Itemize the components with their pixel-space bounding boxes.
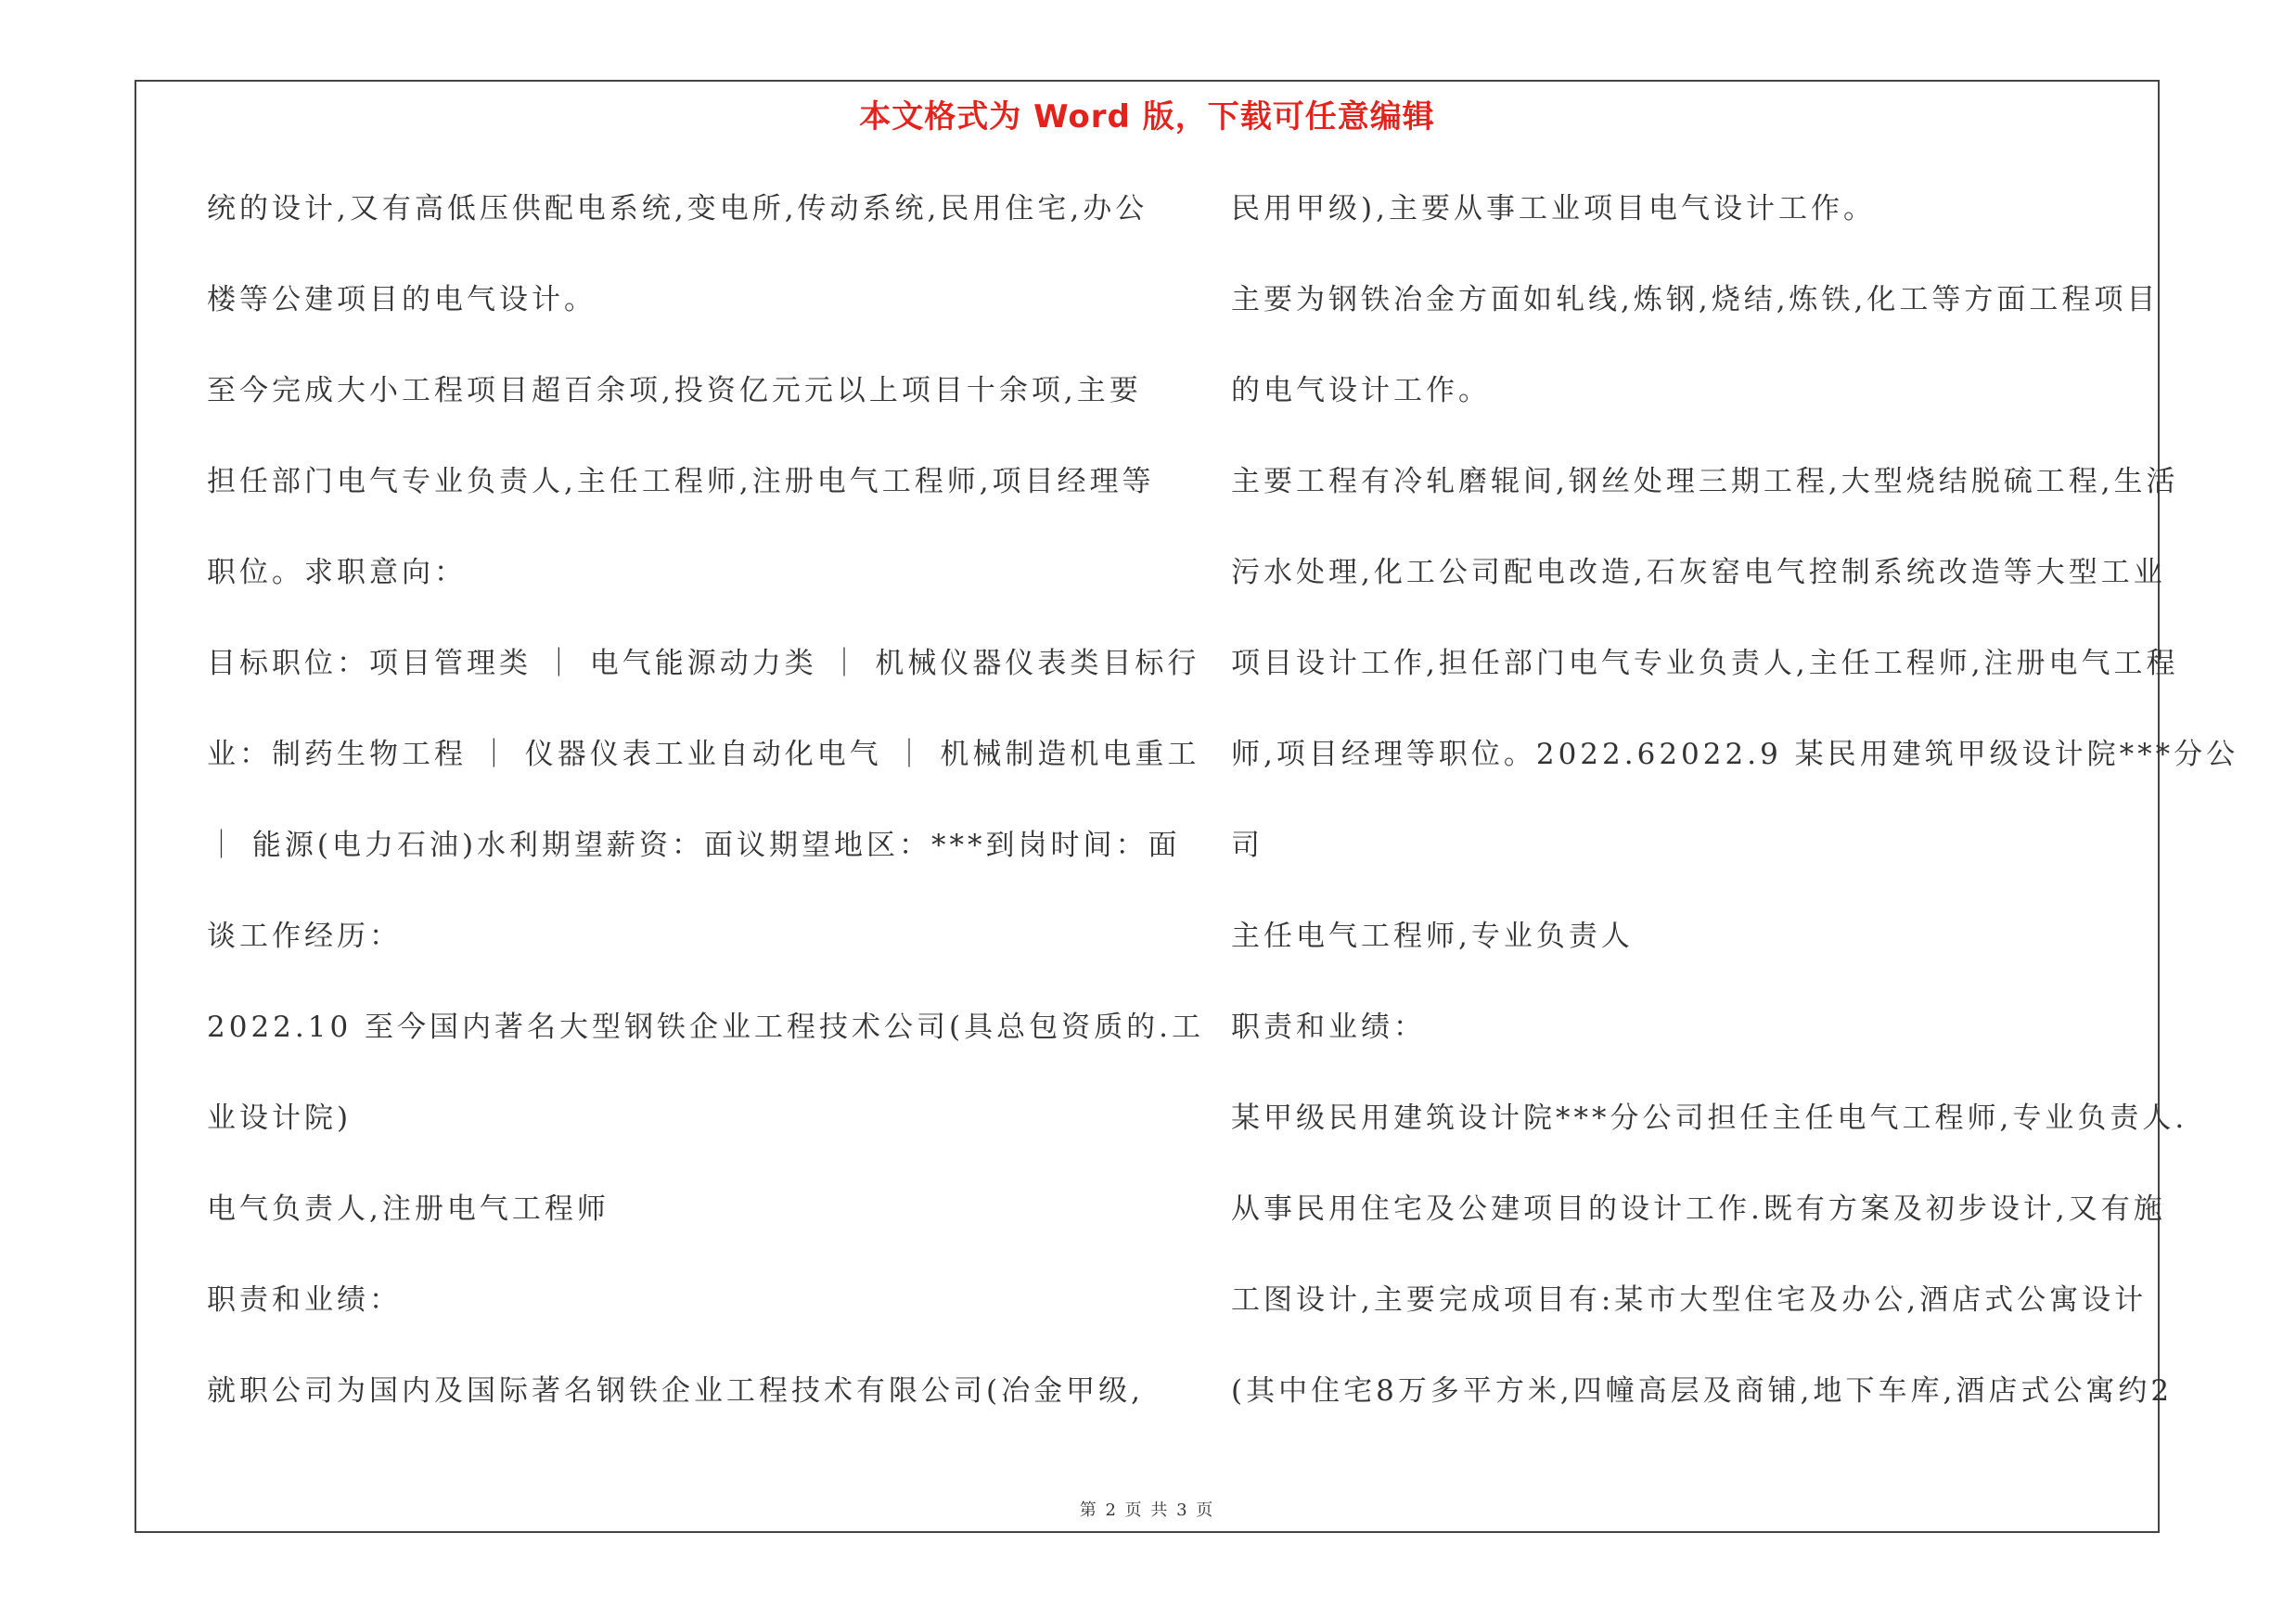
right-column [1231,163,2239,1436]
text-line: 主任电气工程师,专业负责人 [1231,920,1634,953]
text-line: 工图设计,主要完成项目有:某市大型住宅及办公,酒店式公寓设计 [1231,1283,2148,1317]
text-line: 2022.10 至今国内著名大型钢铁企业工程技术公司(具总包资质的.工 [207,1011,1204,1044]
text-line: 司 [1231,829,1263,862]
text-line: 职位。求职意向： [207,556,467,589]
text-line: 主要为钢铁冶金方面如轧线,炼钢,烧结,炼铁,化工等方面工程项目 [1231,283,2160,316]
text-line: 就职公司为国内及国际著名钢铁企业工程技术有限公司(冶金甲级, [207,1374,1144,1408]
text-line: 职责和业绩： [1231,1011,1426,1044]
page-frame [135,80,2239,1533]
text-line: 至今完成大小工程项目超百余项,投资亿元元以上项目十余项,主要 [207,374,1142,407]
text-line: 污水处理,化工公司配电改造,石灰窑电气控制系统改造等大型工业 [1231,556,2166,589]
text-line: 项目设计工作,担任部门电气专业负责人,主任工程师,注册电气工程 [1231,647,2179,680]
text-line: 的电气设计工作。 [1231,374,1491,407]
header-banner: 本文格式为 Word 版，下载可任意编辑 [859,98,1435,135]
text-line: 担任部门电气专业负责人,主任工程师,注册电气工程师,项目经理等 [207,465,1155,498]
text-line: 民用甲级),主要从事工业项目电气设计工作。 [1231,192,1876,225]
text-line: 某甲级民用建筑设计院***分公司担任主任电气工程师,专业负责人. [1231,1101,2188,1135]
text-line: 目标职位：项目管理类 ｜ 电气能源动力类 ｜ 机械仪器仪表类目标行 [207,647,1200,680]
page-number: 第 2 页 共 3 页 [1079,1501,1215,1520]
text-line: 业设计院) [207,1101,353,1135]
text-line: 主要工程有冷轧磨辊间,钢丝处理三期工程,大型烧结脱硫工程,生活 [1231,465,2179,498]
text-line: 从事民用住宅及公建项目的设计工作.既有方案及初步设计,又有施 [1231,1192,2166,1226]
left-column [207,163,1204,1436]
text-line: 电气负责人,注册电气工程师 [207,1192,609,1226]
text-line: 谈工作经历： [207,920,402,953]
text-line: 职责和业绩： [207,1283,402,1317]
text-line: 统的设计,又有高低压供配电系统,变电所,传动系统,民用住宅,办公 [207,192,1148,225]
text-line: 楼等公建项目的电气设计。 [207,283,596,316]
text-line: (其中住宅8万多平方米,四幢高层及商铺,地下车库,酒店式公寓约2 [1231,1374,2174,1408]
text-line: ｜ 能源(电力石油)水利期望薪资：面议期望地区：***到岗时间：面 [207,829,1181,862]
text-line: 师,项目经理等职位。2022.62022.9 某民用建筑甲级设计院***分公 [1231,738,2239,771]
text-line: 业：制药生物工程 ｜ 仪器仪表工业自动化电气 ｜ 机械制造机电重工 [207,738,1200,771]
